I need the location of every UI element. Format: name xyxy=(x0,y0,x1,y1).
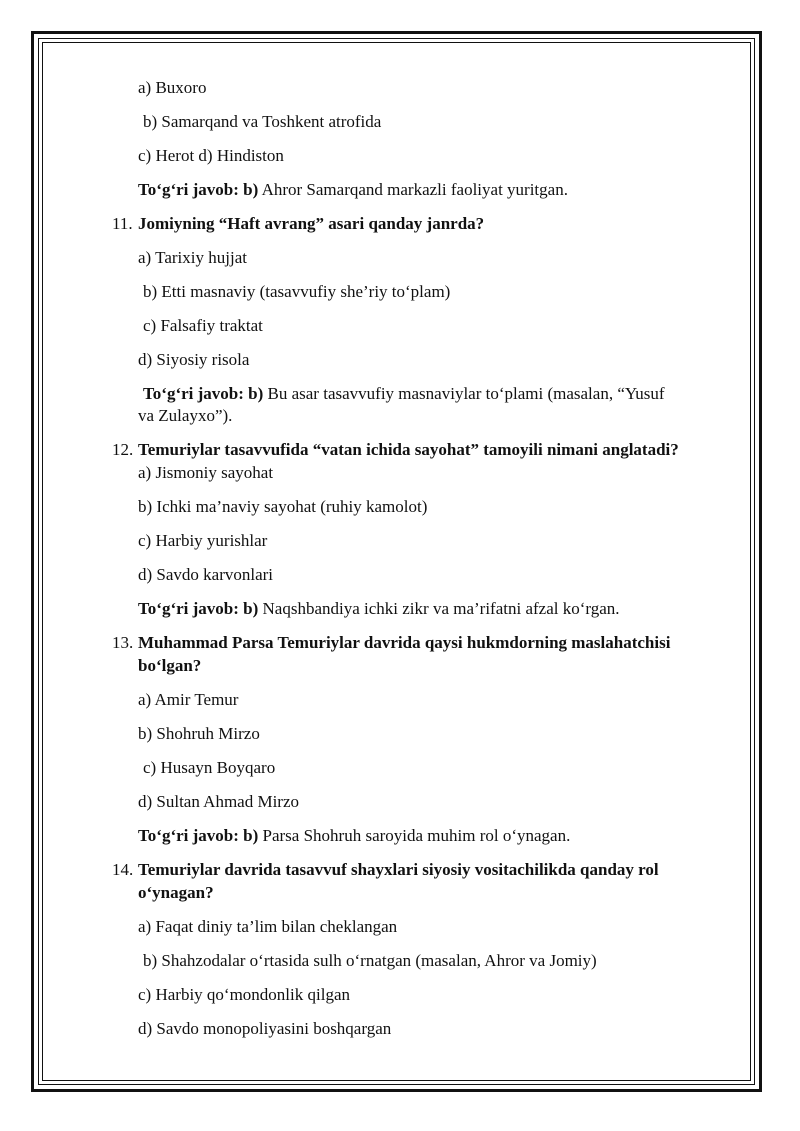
option-a: a) Buxoro xyxy=(138,78,207,97)
answer-label: To‘g‘ri javob: b) xyxy=(138,599,259,618)
option-d: d) Savdo karvonlari xyxy=(138,565,274,584)
question-text-continuation: o‘ynagan? xyxy=(138,883,214,902)
answer-text: Ahror Samarqand markazli faoliyat yuritgan. xyxy=(258,180,568,199)
option-b: b) Ichki ma’naviy sayohat (ruhiy kamolot) xyxy=(138,497,428,516)
answer-text: Naqshbandiya ichki zikr va ma’rifatni afzal ko‘rgan. xyxy=(258,599,620,618)
question-text: Muhammad Parsa Temuriylar davrida qaysi hukmdorning maslahatchisi xyxy=(138,633,671,652)
answer-text: Bu asar tasavvufiy masnaviylar to‘plami (masalan, “Yusuf xyxy=(263,384,665,403)
question-number: 11. xyxy=(112,214,133,233)
option-d: d) Sultan Ahmad Mirzo xyxy=(138,792,300,811)
correct-answer xyxy=(138,825,570,847)
answer-text: Parsa Shohruh saroyida muhim rol o‘ynagan. xyxy=(258,826,571,845)
option-d: d) Siyosiy risola xyxy=(138,350,250,369)
option-b: b) Samarqand va Toshkent atrofida xyxy=(143,112,382,131)
answer-text-continuation: va Zulayxo”). xyxy=(138,406,233,425)
question-number: 14. xyxy=(112,860,134,879)
answer-label: To‘g‘ri javob: b) xyxy=(138,826,259,845)
option-a: a) Faqat diniy ta’lim bilan cheklangan xyxy=(138,917,398,936)
option-b: b) Shohruh Mirzo xyxy=(138,724,260,743)
option-b: b) Etti masnaviy (tasavvufiy she’riy to‘plam) xyxy=(143,282,451,301)
question-number: 13. xyxy=(112,633,134,652)
question-text: Jomiyning “Haft avrang” asari qanday janrda? xyxy=(138,214,485,233)
question-text: Temuriylar tasavvufida “vatan ichida sayohat” tamoyili nimani anglatadi? xyxy=(138,440,679,459)
answer-label: To‘g‘ri javob: b) xyxy=(138,180,259,199)
correct-answer xyxy=(138,598,620,620)
question-text: Temuriylar davrida tasavvuf shayxlari siyosiy vositachilikda qanday rol xyxy=(138,860,659,879)
option-c: c) Husayn Boyqaro xyxy=(143,758,276,777)
option-a: a) Tarixiy hujjat xyxy=(138,248,247,267)
question-number: 12. xyxy=(112,440,134,459)
option-a: a) Jismoniy sayohat xyxy=(138,463,274,482)
correct-answer xyxy=(138,179,568,201)
option-c: c) Harbiy yurishlar xyxy=(138,531,268,550)
option-c: c) Harbiy qo‘mondonlik qilgan xyxy=(138,985,350,1004)
option-b: b) Shahzodalar o‘rtasida sulh o‘rnatgan (masalan, Ahror va Jomiy) xyxy=(143,951,597,970)
option-c: c) Falsafiy traktat xyxy=(143,316,263,335)
option-c-d: c) Herot d) Hindiston xyxy=(138,146,284,165)
correct-answer xyxy=(143,383,665,405)
option-d: d) Savdo monopoliyasini boshqargan xyxy=(138,1019,392,1038)
answer-label: To‘g‘ri javob: b) xyxy=(143,384,264,403)
option-a: a) Amir Temur xyxy=(138,690,239,709)
question-text-continuation: bo‘lgan? xyxy=(138,656,202,675)
